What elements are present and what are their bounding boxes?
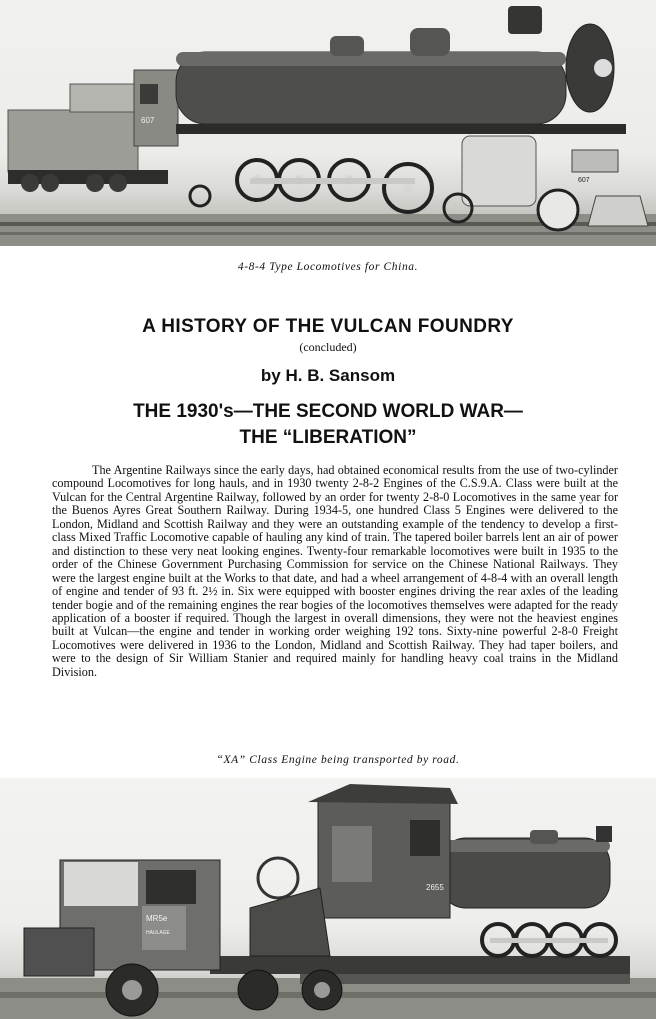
lorry-lettering-2: HAULAGE [146, 930, 170, 936]
section-heading-line-2: THE “LIBERATION” [239, 427, 417, 448]
section-heading-line-1: THE 1930's—THE SECOND WORLD WAR— [133, 401, 523, 422]
smokebox-number-text: 607 [578, 177, 590, 184]
locomotive-illustration [0, 0, 656, 246]
top-photo-caption: 4-8-4 Type Locomotives for China. [237, 261, 419, 273]
article-title: A HISTORY OF THE VULCAN FOUNDRY [142, 316, 514, 337]
locomotive-photo-top [0, 0, 656, 246]
transport-photo-bottom [0, 778, 656, 1019]
road-transport-illustration [0, 778, 656, 1019]
bottom-photo-caption: “XA” Class Engine being transported by road. [216, 754, 460, 766]
article-byline: by H. B. Sansom [260, 366, 396, 385]
article-subtitle: (concluded) [299, 340, 357, 354]
cab-number-text: 607 [141, 116, 155, 125]
engine-number-text: 2655 [426, 883, 444, 892]
article-body-paragraph: The Argentine Railways since the early days, had obtained economical results from the use of two-cylinder compound Locomotives for long hauls, and in 1930 twenty 2-8-2 Engines of the C.S.9.A. Class were built at the Vulcan for the Central Argentine Railway, followed by an order for twenty 2-8-0 Locomotives in the same year for the Buenos Ayres Great Southern Railway. During 1934-5, one hundred Class 5 Engines were delivered to the London, Midland and Scottish Railway and they were an outstanding example of the tendency to develop a first-class Mixed Traffic Locomotive capable of hauling any kind of train. The tapered boiler barrels lent an air of power and distinction to these very neat looking engines. Twenty-four remarkable locomotives were built in 1935 to the order of the Chinese Government Purchasing Commission for service on the Chinese National Railways. They were the largest engine built at the Works to that date, and had a wheel arrangement of 4-8-4 with an overall length of engine and tender of 93 ft. 2½ in. Six were equipped with booster engines driving the rear axles of the leading tender bogie and of the remaining engines the rear bogies of the locomotives themselves were adapted for the ready application of a booster if required. Though the largest in overall dimensions, they were not the heaviest engines built at Vulcan—the engine and tender in working order weighing 192 tons. Sixty-nine powerful 2-8-0 Freight Locomotives were delivered in 1936 to the London, Midland and Scottish Railway. They had taper boilers, and were to the design of Sir William Stanier and required mainly for handling heavy coal trains in the Midland Division. [52, 463, 618, 679]
lorry-lettering-1: MR5e [146, 914, 168, 923]
